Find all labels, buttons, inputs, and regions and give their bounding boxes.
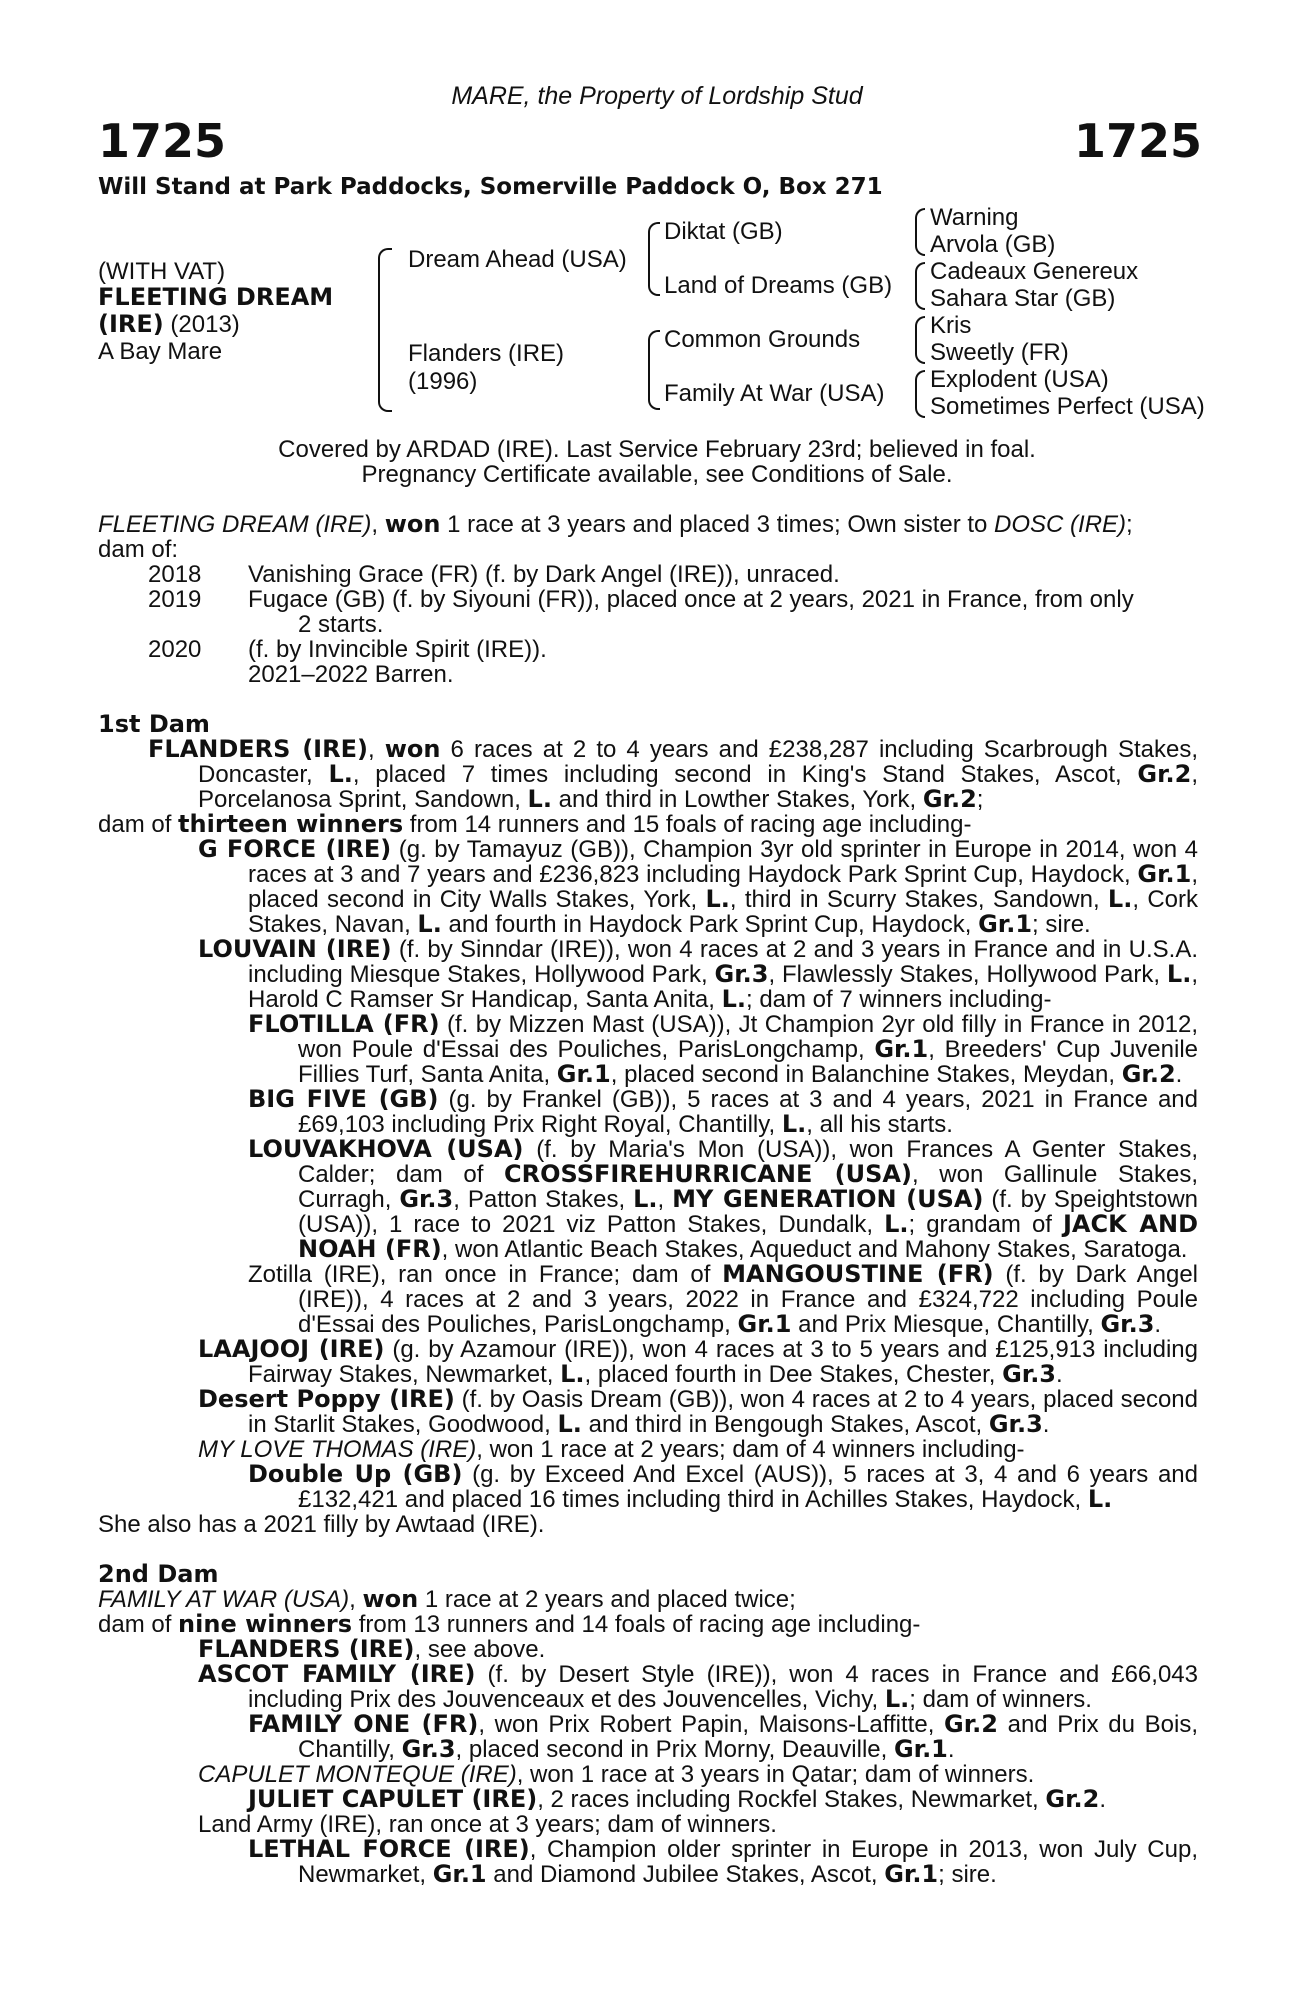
text: and third in Lowther Stakes, York,	[551, 786, 923, 813]
text: Zotilla (IRE), ran once in France; dam of	[248, 1261, 723, 1288]
listed-label: L.	[781, 1110, 807, 1138]
stand-info: Will Stand at Park Paddocks, Somerville Paddock O, Box 271	[98, 174, 883, 200]
text: 6 races at 2 to 4 years and £238,287 including Scarbrough Stakes, Doncaster,	[198, 736, 1198, 788]
text: , won 1 race at 3 years in Qatar; dam of winners.	[516, 1761, 1035, 1788]
text: , placed 7 times including second in King's Stand Stakes, Ascot,	[352, 761, 1138, 788]
horse-name: LOUVAIN (IRE)	[198, 935, 392, 963]
entry-flotilla	[98, 1012, 1198, 1087]
listed-label: L.	[417, 910, 442, 938]
group-label: Gr.2	[1045, 1785, 1100, 1813]
horse-name: Desert Poppy (IRE)	[198, 1385, 455, 1413]
produce-desc	[248, 562, 1198, 587]
pedigree-brace	[378, 248, 392, 412]
listed-label: L.	[633, 1185, 658, 1213]
group-label: Gr.1	[737, 1310, 792, 1338]
listed-label: L.	[527, 785, 552, 813]
text: and Diamond Jubilee Stakes, Ascot,	[486, 1861, 885, 1888]
pedigree-gen3-3: Common Grounds	[664, 326, 861, 353]
text: 1 race at 2 years and placed twice;	[418, 1586, 796, 1613]
listed-label: L.	[328, 760, 353, 788]
entry-my-love-thomas	[98, 1437, 1198, 1462]
horse-name: FLANDERS (IRE)	[148, 735, 368, 763]
group-label: Gr.3	[401, 1735, 456, 1763]
text: , placed fourth in Dee Stakes, Chester,	[584, 1361, 1003, 1388]
text: and fourth in Haydock Park Sprint Cup, Haydock,	[441, 911, 979, 938]
produce-desc	[248, 662, 1198, 687]
second-dam-dam-of	[98, 1612, 1198, 1637]
listed-label: L.	[1107, 885, 1133, 913]
group-label: Gr.1	[884, 1860, 939, 1888]
lot-number-right: 1725	[1073, 114, 1202, 168]
produce-desc	[248, 587, 1198, 637]
entry-laajooj	[98, 1337, 1198, 1387]
horse-name: MANGOUSTINE (FR)	[722, 1260, 994, 1288]
text: ,	[657, 1186, 673, 1213]
produce-text: 2021–2022 Barren.	[248, 661, 454, 688]
text: .	[1175, 1061, 1183, 1088]
horse-name: MY GENERATION (USA)	[672, 1185, 984, 1213]
pedigree-gen3-4: Family At War (USA)	[664, 380, 885, 407]
pedigree-gen4-3: Cadeaux Genereux	[930, 258, 1139, 285]
text: (f. by Maria's Mon (USA)), won Frances A Genter Stakes, Calder; dam of	[298, 1136, 1199, 1188]
text: , Patton Stakes,	[453, 1186, 634, 1213]
covering-note-line1: Covered by ARDAD (IRE). Last Service February 23rd; believed in foal.	[278, 436, 1036, 463]
text: ; sire.	[938, 1861, 997, 1888]
listed-label: L.	[1166, 960, 1192, 988]
text: , Cork Stakes, Navan,	[248, 886, 1198, 938]
entry-land-army	[98, 1812, 1198, 1837]
produce-section	[98, 512, 1198, 1887]
produce-row	[98, 587, 1198, 637]
text: ; dam of winners.	[909, 1686, 1092, 1713]
text: Land Army (IRE), ran once at 3 years; dam of winners.	[198, 1811, 777, 1838]
entry-double-up	[98, 1462, 1198, 1512]
pedigree-brace	[915, 316, 925, 364]
entry-big-five	[98, 1087, 1198, 1137]
text: from 13 runners and 14 foals of racing age including-	[352, 1611, 921, 1638]
won-label: won	[384, 735, 441, 763]
listed-label: L.	[560, 1360, 585, 1388]
produce-year: 2018	[148, 561, 202, 588]
entry-zotilla	[98, 1262, 1198, 1337]
text: (f. by Sinndar (IRE)), won 4 races at 2 and 3 years in France and in U.S.A. including Miesque Stakes, Hollywood Park,	[248, 936, 1199, 988]
first-dam-flanders: FLANDERS (IRE), won 6 races at 2 to 4 years and £238,287 including Scarbrough Stakes, Doncaster, L., placed 7 times including second in King's Stand Stakes, Ascot, Gr.2, Porcelanosa Sprint, Sandown, L. and third in Lowther Stakes, York, Gr.2;	[148, 735, 1198, 813]
pedigree-gen4-5: Kris	[930, 312, 972, 339]
listed-label: L.	[884, 1685, 910, 1713]
text: ; dam of 7 winners including-	[745, 986, 1052, 1013]
group-label: Gr.1	[556, 1060, 611, 1088]
pedigree-gen4-8: Sometimes Perfect (USA)	[930, 393, 1205, 420]
text: , Breeders' Cup Juvenile Fillies Turf, Santa Anita,	[298, 1036, 1199, 1088]
text: , won Gallinule Stakes, Curragh,	[298, 1161, 1199, 1213]
entry-ascot-family	[98, 1662, 1198, 1712]
produce-text: Vanishing Grace (FR) (f. by Dark Angel (IRE)), unraced.	[248, 561, 840, 588]
horse-name: FAMILY ONE (FR)	[248, 1710, 479, 1738]
group-label: Gr.1	[874, 1035, 929, 1063]
group-label: Gr.3	[1100, 1310, 1155, 1338]
horse-suffix: (IRE)	[98, 310, 164, 338]
group-label: Gr.3	[988, 1410, 1043, 1438]
text: and Prix du Bois, Chantilly,	[298, 1711, 1198, 1763]
text: .	[1099, 1786, 1107, 1813]
horse-description: A Bay Mare	[98, 338, 223, 365]
text: and Prix Miesque, Chantilly,	[791, 1311, 1101, 1338]
text: ; grandam of	[908, 1211, 1063, 1238]
horse-name: LETHAL FORCE (IRE)	[248, 1835, 530, 1863]
text: (f. by Dark Angel (IRE)), 4 races at 2 and 3 years, 2022 in France and £324,722 including Poule d'Essai des Pouliches, ParisLongchamp,	[298, 1261, 1199, 1338]
horse-name: BIG FIVE (GB)	[248, 1085, 439, 1113]
horse-name: Double Up (GB)	[248, 1460, 463, 1488]
horse-name: LOUVAKHOVA (USA)	[248, 1135, 524, 1163]
pedigree-gen4-4: Sahara Star (GB)	[930, 285, 1116, 312]
produce-year: 2020	[148, 636, 202, 663]
text: .	[1056, 1361, 1063, 1388]
text: (f. by Speightstown (USA)), 1 race to 2021 viz Patton Stakes, Dundalk,	[298, 1186, 1199, 1238]
second-dam-family: FAMILY AT WAR (USA), won 1 race at 2 years and placed twice;	[98, 1585, 796, 1613]
winners-count: thirteen winners	[178, 810, 404, 838]
text: , Porcelanosa Sprint, Sandown,	[198, 761, 1198, 813]
text: (f. by Mizzen Mast (USA)), Jt Champion 2yr old filly in France in 2012, won Poule d'Essai des Pouliches, ParisLongchamp,	[298, 1011, 1198, 1063]
group-label: Gr.1	[1137, 860, 1192, 888]
first-dam-heading: 1st Dam	[98, 710, 210, 738]
text: (g. by Tamayuz (GB)), Champion 3yr old sprinter in Europe in 2014, won 4 races at 3 and 7 years and £236,823 including Haydock Park Sprint Cup, Haydock,	[248, 836, 1198, 888]
text: (g. by Exceed And Excel (AUS)), 5 races at 3, 4 and 6 years and £132,421 and placed 16 times including third in Achilles Stakes, Haydock,	[298, 1461, 1198, 1513]
horse-name: MY LOVE THOMAS (IRE)	[198, 1436, 477, 1463]
sister-name: DOSC (IRE)	[994, 511, 1127, 538]
horse-name: JULIET CAPULET (IRE)	[248, 1785, 538, 1813]
entry-family-one	[98, 1712, 1198, 1762]
text: , third in Scurry Stakes, Sandown,	[729, 886, 1108, 913]
entry-capulet-monteque	[98, 1762, 1198, 1787]
first-dam-footer: She also has a 2021 filly by Awtaad (IRE).	[98, 1511, 545, 1538]
text: , Harold C Ramser Sr Handicap, Santa Anita,	[248, 961, 1198, 1013]
produce-year	[98, 662, 248, 687]
entry-louvain	[98, 937, 1198, 1012]
horse-name: LAAJOOJ (IRE)	[198, 1335, 385, 1363]
vendor-subtitle: MARE, the Property of Lordship Stud	[451, 82, 863, 110]
pedigree-brace	[648, 222, 660, 296]
produce-year: 2019	[148, 586, 202, 613]
text: (g. by Frankel (GB)), 5 races at 3 and 4 years, 2021 in France and £69,103 including Prix Right Royal, Chantilly,	[298, 1086, 1198, 1138]
text: , placed second in Prix Morny, Deauville,	[455, 1736, 894, 1763]
group-label: Gr.3	[714, 960, 769, 988]
covering-note-line2: Pregnancy Certificate available, see Conditions of Sale.	[361, 461, 953, 488]
won-label: won	[362, 1585, 419, 1613]
produce-row	[98, 562, 1198, 587]
text: , won Atlantic Beach Stakes, Aqueduct and Mahony Stakes, Saratoga.	[441, 1236, 1188, 1263]
text: (g. by Azamour (IRE)), won 4 races at 3 to 5 years and £125,913 including Fairway Stakes, Newmarket,	[248, 1336, 1199, 1388]
text: (f. by Oasis Dream (GB)), won 4 races at 2 to 4 years, placed second in Starlit Stakes, Goodwood,	[248, 1386, 1198, 1438]
text: ; sire.	[1032, 911, 1091, 938]
pedigree-brace	[915, 262, 925, 310]
listed-label: L.	[705, 885, 730, 913]
group-label: Gr.3	[1002, 1360, 1057, 1388]
pedigree-gen4-7: Explodent (USA)	[930, 366, 1109, 393]
text: , see above.	[414, 1636, 546, 1663]
horse-name: JACK AND NOAH (FR)	[298, 1210, 1198, 1263]
text: , won Prix Robert Papin, Maisons-Laffitte,	[478, 1711, 945, 1738]
entry-desert-poppy	[98, 1387, 1198, 1437]
entry-lethal-force	[98, 1837, 1198, 1887]
produce-row	[98, 662, 1198, 687]
dam-name: Flanders (IRE)	[408, 340, 565, 367]
mare-summary-end: ;	[1126, 511, 1133, 538]
mare-summary-text: 1 race at 3 years and placed 3 times; Own sister to	[440, 511, 995, 538]
mare-summary: FLEETING DREAM (IRE), won 1 race at 3 years and placed 3 times; Own sister to DOSC (IRE);	[98, 510, 1133, 538]
horse-name: FLEETING DREAM	[98, 283, 334, 311]
text: .	[1154, 1311, 1162, 1338]
group-label: Gr.3	[399, 1185, 454, 1213]
text: .	[1042, 1411, 1050, 1438]
winners-count: nine winners	[178, 1610, 353, 1638]
group-label: Gr.2	[944, 1710, 998, 1738]
text: , 2 races including Rockfel Stakes, Newmarket,	[537, 1786, 1046, 1813]
dam-of-label: dam of:	[98, 536, 179, 563]
entry-louvakhova	[98, 1137, 1198, 1262]
pedigree-gen4-6: Sweetly (FR)	[930, 339, 1069, 366]
produce-desc	[248, 637, 1198, 662]
group-label: Gr.2	[1121, 1060, 1176, 1088]
text: ;	[976, 786, 984, 813]
mare-name: FLEETING DREAM (IRE)	[98, 511, 372, 538]
group-label: Gr.1	[978, 910, 1033, 938]
text: dam of	[98, 811, 179, 838]
entry-flanders-ref	[98, 1637, 1198, 1662]
text: and third in Bengough Stakes, Ascot,	[581, 1411, 989, 1438]
group-label: Gr.1	[893, 1735, 948, 1763]
text: , Flawlessly Stakes, Hollywood Park,	[768, 961, 1167, 988]
second-dam-heading: 2nd Dam	[98, 1560, 219, 1588]
horse-name: FLANDERS (IRE)	[198, 1635, 415, 1663]
lot-number-left: 1725	[98, 114, 227, 168]
pedigree-gen4-2: Arvola (GB)	[930, 231, 1056, 258]
horse-name: CROSSFIREHURRICANE (USA)	[504, 1160, 912, 1188]
text: , Champion older sprinter in Europe in 2013, won July Cup, Newmarket,	[298, 1836, 1198, 1888]
text: , won 1 race at 2 years; dam of 4 winners including-	[476, 1436, 1025, 1463]
horse-name: FLOTILLA (FR)	[248, 1010, 440, 1038]
listed-label: L.	[1087, 1485, 1113, 1513]
won-label: won	[384, 510, 441, 538]
vat-note: (WITH VAT)	[98, 258, 226, 285]
pedigree-gen3-1: Diktat (GB)	[664, 218, 783, 245]
produce-text: (f. by Invincible Spirit (IRE)).	[248, 636, 547, 663]
group-label: Gr.1	[432, 1860, 487, 1888]
text: , all his starts.	[806, 1111, 953, 1138]
pedigree-gen4-1: Warning	[930, 204, 1019, 231]
listed-label: L.	[557, 1410, 582, 1438]
pedigree-brace	[915, 370, 925, 418]
horse-name: ASCOT FAMILY (IRE)	[198, 1660, 476, 1688]
text: .	[947, 1736, 955, 1763]
first-dam-dam-of	[98, 812, 1198, 837]
horse-name: G FORCE (IRE)	[198, 835, 392, 863]
group-label: Gr.2	[922, 785, 977, 813]
text: , placed second in City Walls Stakes, York,	[248, 861, 1198, 913]
entry-juliet-capulet	[98, 1787, 1198, 1812]
sire-name: Dream Ahead (USA)	[408, 246, 627, 273]
pedigree-brace	[915, 208, 925, 256]
text: from 14 runners and 15 foals of racing age including-	[403, 811, 972, 838]
listed-label: L.	[884, 1210, 909, 1238]
dam-year: (1996)	[408, 368, 478, 395]
text: (f. by Desert Style (IRE)), won 4 races in France and £66,043 including Prix des Jouvenceaux et des Jouvencelles, Vichy,	[248, 1661, 1198, 1713]
produce-text: Fugace (GB) (f. by Siyouni (FR)), placed once at 2 years, 2021 in France, from only	[248, 586, 1134, 613]
text: , placed second in Balanchine Stakes, Meydan,	[610, 1061, 1122, 1088]
horse-origin-year	[98, 310, 240, 339]
pedigree-brace	[648, 330, 660, 410]
listed-label: L.	[721, 985, 746, 1013]
produce-row	[98, 637, 1198, 662]
entry-g-force	[98, 837, 1198, 937]
horse-year: (2013)	[170, 311, 240, 338]
group-label: Gr.2	[1137, 760, 1192, 788]
horse-name: CAPULET MONTEQUE (IRE)	[198, 1761, 517, 1788]
produce-text-cont: 2 starts.	[298, 611, 384, 638]
pedigree-gen3-2: Land of Dreams (GB)	[664, 272, 893, 299]
text: dam of	[98, 1611, 179, 1638]
horse-name: FAMILY AT WAR (USA)	[98, 1586, 350, 1613]
